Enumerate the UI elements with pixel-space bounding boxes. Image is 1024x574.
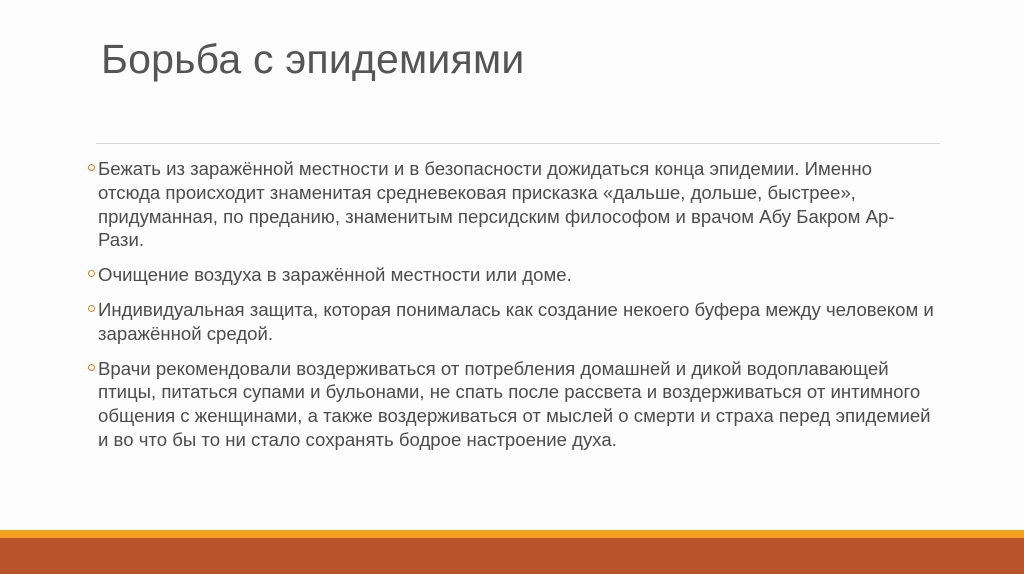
circle-bullet-icon (88, 305, 95, 312)
bullet-item (88, 263, 938, 287)
bullet-list (88, 157, 938, 463)
circle-bullet-icon (88, 164, 95, 171)
circle-bullet-icon (88, 270, 95, 277)
bullet-text: Очищение воздуха в заражённой местности или доме. (98, 264, 572, 286)
bullet-text: Индивидуальная защита, которая понималась как создание некоего буфера между человеком и заражённой средой. (98, 298, 934, 344)
footer-accent-stripe (0, 530, 1024, 538)
slide-title: Борьба с эпидемиями (101, 36, 525, 82)
footer-band (0, 538, 1024, 574)
bullet-item (88, 357, 938, 452)
circle-bullet-icon (88, 364, 95, 371)
bullet-text: Врачи рекомендовали воздерживаться от потребления домашней и дикой водоплавающей птицы, питаться супами и бульонами, не спать после рассвета и воздерживаться от интимного общения с женщинами, а также воздерживаться от мыслей о смерти и страха перед эпидемией и во что бы то ни стало сохранять бодрое настроение духа. (98, 357, 931, 450)
bullet-item (88, 157, 938, 252)
bullet-item (88, 298, 938, 346)
title-divider (96, 143, 940, 144)
bullet-text: Бежать из заражённой местности и в безопасности дожидаться конца эпидемии. Именно отсюда происходит знаменитая средневековая присказка «дальше, дольше, быстрее», придуманная, по преданию, знаменитым персидским философом и врачом Абу Бакром Ар-Рази. (98, 158, 895, 251)
